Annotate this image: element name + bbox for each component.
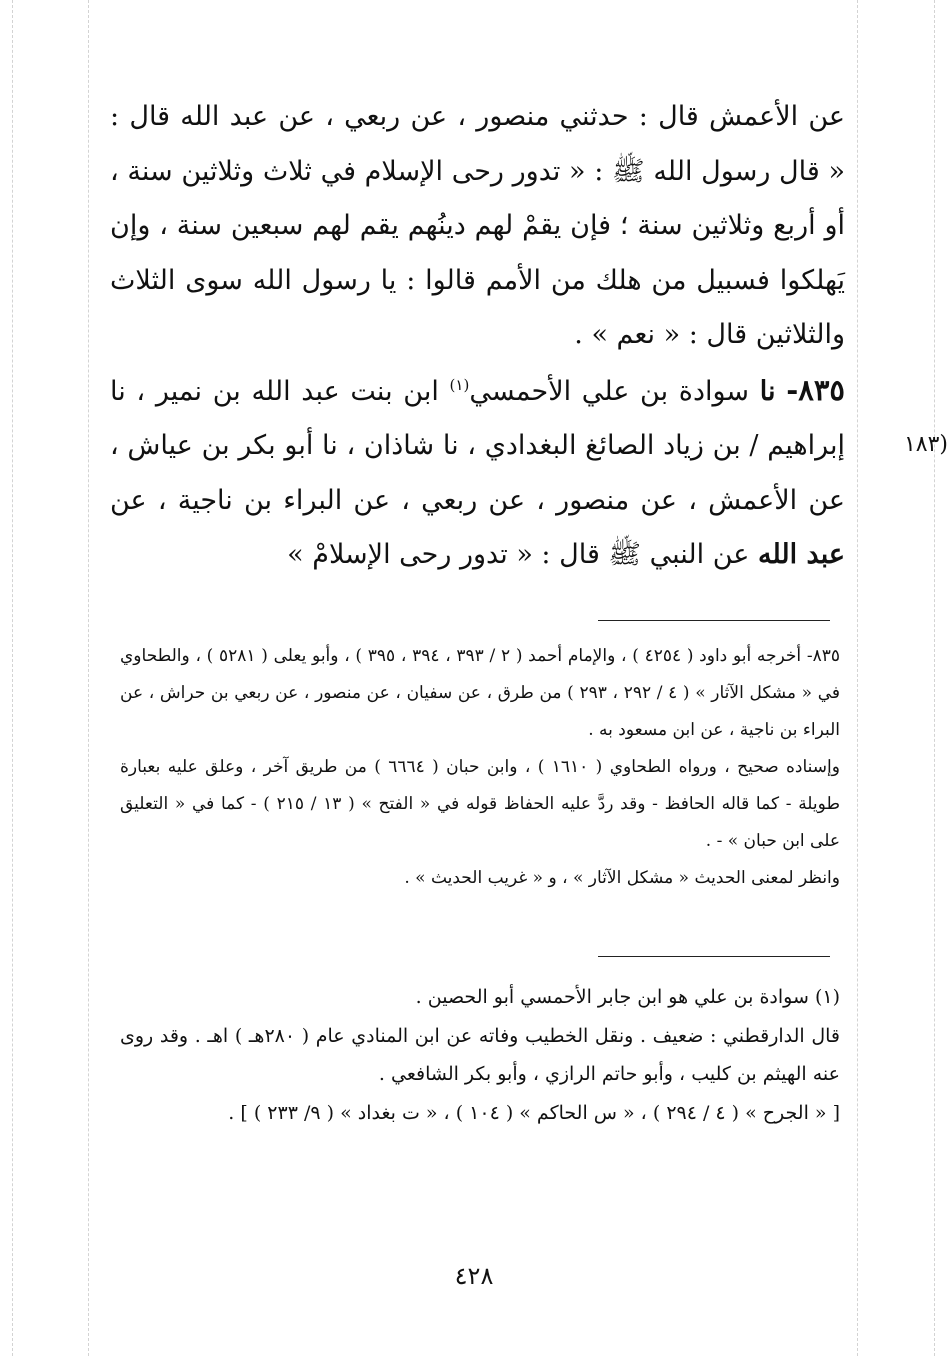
hadith-narrator: سوادة بن علي الأحمسي <box>469 375 750 407</box>
footnote-line: [ « الجرح » ( ٤ / ٢٩٤ ) ، « س الحاكم » ( ١٠٤ ) ، « ت بغداد » ( ٩/ ٢٣٣ ) ] . <box>228 1101 840 1124</box>
hadith-bold-name: عبد الله <box>758 539 845 570</box>
hadith-matn: عن النبي ﷺ قال : « تدور رحى الإسلامْ » <box>287 539 750 570</box>
main-text <box>110 90 845 583</box>
takhrij-line: وانظر لمعنى الحديث « مشكل الآثار » ، و « غريب الحديث » . <box>404 868 840 888</box>
takhrij-line: وإسناده صحيح ، ورواه الطحاوي ( ١٦١٠ ) ، وابن حبان ( ٦٦٦٤ ) من طريق آخر ، وعلق عليه بعبارة طويلة - كما قاله الحافظ - وقد ردَّ عليه الحفاظ قوله في « الفتح » ( ١٣ / ٢١٥ ) - كما في « التعليق على ابن حبان » - . <box>120 757 840 851</box>
separator-rule <box>598 956 830 957</box>
margin-folio-marker: (١٨٣ <box>903 432 948 457</box>
page-number: ٤٢٨ <box>454 1262 494 1290</box>
hadith-intro: نا <box>759 375 776 407</box>
hadith-number: ٨٣٥- <box>786 372 845 407</box>
takhrij-notes <box>120 638 840 897</box>
footnote-line: (١) سوادة بن علي هو ابن جابر الأحمسي أبو الحصين . <box>415 986 840 1008</box>
separator-rule <box>598 620 830 621</box>
footnote-reference[interactable]: (١) <box>449 375 470 394</box>
hadith-835 <box>110 363 845 583</box>
paragraph-continuation: عن الأعمش قال : حدثني منصور ، عن ربعي ، عن عبد الله قال : « قال رسول الله ﷺ : « تدور رحى الإسلام في ثلاث وثلاثين سنة ، أو أربع وثلاثين سنة ؛ فإن يقمْ لهم دينُهم يقم لهم سبعين سنة ، وإن يَهلكوا فسبيل من هلك من الأمم قالوا : يا رسول الله سوى الثلاث والثلاثين قال : « نعم » . <box>110 101 845 350</box>
scan-guide-line <box>12 0 13 1356</box>
scan-guide-line <box>934 0 935 1356</box>
takhrij-line: ٨٣٥- أخرجه أبو داود ( ٤٢٥٤ ) ، والإمام أحمد ( ٢ / ٣٩٣ ، ٣٩٤ ، ٣٩٥ ) ، وأبو يعلى ( ٥٢٨١ ) ، والطحاوي في « مشكل الآثار » ( ٤ / ٢٩٢ ، ٢٩٣ ) من طرق ، عن سفيان ، عن منصور ، عن ربعي بن حراش ، عن البراء بن ناجية ، عن ابن مسعود به . <box>120 646 841 740</box>
hadith-chain: ابن بنت عبد الله بن نمير ، نا إبراهيم / بن زياد الصائغ البغدادي ، نا شاذان ، نا أبو بكر بن عياش ، عن الأعمش ، عن منصور ، عن ربعي ، عن البراء بن ناجية ، عن <box>110 375 845 516</box>
scan-guide-line <box>857 0 858 1356</box>
footnote-line: قال الدارقطني : ضعيف . ونقل الخطيب وفاته عن ابن المنادي عام ( ٢٨٠هـ ) اهـ . وقد روى عنه الهيثم بن كليب ، وأبو حاتم الرازي ، وأبو بكر الشافعي . <box>120 1024 840 1085</box>
scan-guide-line <box>88 0 89 1356</box>
footnotes <box>120 978 840 1132</box>
